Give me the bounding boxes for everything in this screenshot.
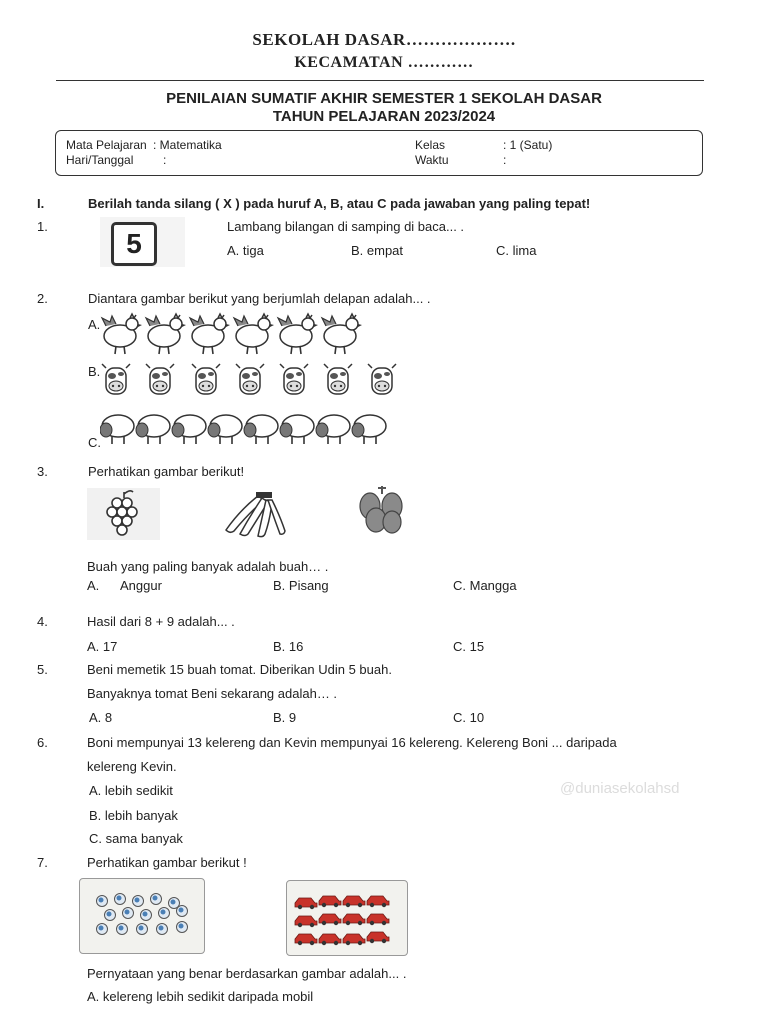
- q5-number: 5.: [37, 662, 48, 677]
- car-icon: [295, 898, 317, 909]
- day-label: Hari/Tanggal: [66, 153, 134, 167]
- q3-number: 3.: [37, 464, 48, 479]
- class-label: Kelas: [415, 138, 446, 152]
- q1-text: Lambang bilangan di samping di baca... .: [227, 219, 465, 234]
- section-instruction: Berilah tanda silang ( X ) pada huruf A, B, atau C pada jawaban yang paling tepat!: [88, 196, 591, 211]
- q5-text: Beni memetik 15 buah tomat. Diberikan Udin 5 buah.: [87, 662, 392, 677]
- q4-text: Hasil dari 8 + 9 adalah... .: [87, 614, 235, 629]
- q6-option-b[interactable]: B. lebih banyak: [89, 808, 178, 823]
- watermark: @duniasekolahsd: [560, 780, 680, 797]
- marble-icon: [123, 908, 134, 919]
- marble-icon: [97, 924, 108, 935]
- student-info-box: [55, 130, 703, 176]
- class-value: : 1 (Satu): [503, 138, 553, 152]
- banana-icon: [220, 490, 290, 540]
- marble-icon: [157, 924, 168, 935]
- q2-option-a[interactable]: A.: [88, 317, 101, 332]
- marble-icon: [105, 910, 116, 921]
- marble-icon: [141, 910, 152, 921]
- sheep-icon: [352, 415, 386, 444]
- q4-option-b[interactable]: B. 16: [273, 639, 304, 654]
- q1-option-a[interactable]: A. tiga: [227, 243, 264, 258]
- cow-icon: [368, 364, 396, 394]
- chicken-icon: [146, 314, 186, 354]
- exam-title: PENILAIAN SUMATIF AKHIR SEMESTER 1 SEKOLAH DASAR: [166, 90, 602, 107]
- cow-icon: [146, 364, 174, 394]
- q3-text: Perhatikan gambar berikut!: [88, 464, 245, 479]
- q5-option-b[interactable]: B. 9: [273, 710, 297, 725]
- sheep-icon: [244, 415, 278, 444]
- q6-option-c[interactable]: C. sama banyak: [89, 831, 183, 846]
- subject-label: Mata Pelajaran: [66, 138, 147, 152]
- chicken-icon: [322, 314, 362, 354]
- time-label: Waktu: [415, 153, 449, 167]
- chicken-icon: [234, 314, 274, 354]
- q1-option-c[interactable]: C. lima: [496, 243, 537, 258]
- marbles-group: [80, 879, 206, 955]
- q5-option-a[interactable]: A. 8: [89, 710, 113, 725]
- car-icon: [367, 914, 389, 925]
- car-icon: [319, 914, 341, 925]
- q6-option-a[interactable]: A. lebih sedikit: [89, 783, 173, 798]
- grapes-icon: [87, 488, 160, 540]
- q2-text: Diantara gambar berikut yang berjumlah delapan adalah... .: [88, 291, 431, 306]
- sheep-icon: [316, 415, 350, 444]
- sheep-icon: [208, 415, 242, 444]
- cars-group: [287, 881, 409, 957]
- q6-text-2: kelereng Kevin.: [87, 759, 177, 774]
- sheep-icon: [172, 415, 206, 444]
- cow-icon: [102, 364, 130, 394]
- car-icon: [343, 934, 365, 945]
- q4-option-a[interactable]: A. 17: [87, 639, 118, 654]
- q4-number: 4.: [37, 614, 48, 629]
- q2-sheep-group: [100, 406, 395, 446]
- car-icon: [343, 914, 365, 925]
- q7-text: Perhatikan gambar berikut !: [87, 855, 247, 870]
- cow-icon: [280, 364, 308, 394]
- district-name: KECAMATAN …………: [294, 54, 474, 71]
- q3-option-c[interactable]: C. Mangga: [453, 578, 517, 593]
- exam-year: TAHUN PELAJARAN 2023/2024: [272, 108, 496, 125]
- q6-number: 6.: [37, 735, 48, 750]
- marble-icon: [177, 906, 188, 917]
- time-value: :: [503, 153, 507, 167]
- q5-option-c[interactable]: C. 10: [453, 710, 485, 725]
- car-icon: [367, 932, 389, 943]
- cow-icon: [192, 364, 220, 394]
- cow-icon: [236, 364, 264, 394]
- chicken-icon: [190, 314, 230, 354]
- car-icon: [319, 896, 341, 907]
- marble-icon: [137, 924, 148, 935]
- q1-option-b[interactable]: B. empat: [351, 243, 404, 258]
- marble-icon: [133, 896, 144, 907]
- marble-icon: [115, 894, 126, 905]
- car-icon: [343, 896, 365, 907]
- q2-number: 2.: [37, 291, 48, 306]
- marble-icon: [97, 896, 108, 907]
- car-icon: [367, 896, 389, 907]
- q6-text: Boni mempunyai 13 kelereng dan Kevin mempunyai 16 kelereng. Kelereng Boni ... daripada: [87, 735, 617, 750]
- marble-icon: [151, 894, 162, 905]
- chicken-icon: [278, 314, 318, 354]
- header-divider: [56, 80, 704, 81]
- q3-option-a-letter[interactable]: A.: [87, 578, 100, 593]
- marble-icon: [159, 908, 170, 919]
- chicken-icon: [102, 314, 142, 354]
- car-icon: [295, 916, 317, 927]
- q7-option-a[interactable]: A. kelereng lebih sedikit daripada mobil: [87, 989, 314, 1004]
- section-number: I.: [37, 196, 45, 211]
- cars-figure: [286, 880, 408, 956]
- marbles-figure: [79, 878, 205, 954]
- q2-chicken-group: [100, 310, 375, 358]
- q5-text-2: Banyaknya tomat Beni sekarang adalah… .: [87, 686, 338, 701]
- marble-icon: [117, 924, 128, 935]
- school-name: SEKOLAH DASAR……………….: [252, 30, 516, 49]
- sheep-icon: [100, 415, 134, 444]
- car-icon: [295, 934, 317, 945]
- q7-number: 7.: [37, 855, 48, 870]
- marble-icon: [177, 922, 188, 933]
- q3-option-a[interactable]: Anggur: [120, 578, 162, 593]
- cow-icon: [324, 364, 352, 394]
- q7-question: Pernyataan yang benar berdasarkan gambar adalah... .: [87, 966, 407, 981]
- sheep-icon: [280, 415, 314, 444]
- q1-number: 1.: [37, 219, 48, 234]
- mango-icon: [354, 484, 409, 534]
- subject-value: : Matematika: [153, 138, 222, 152]
- q4-option-c[interactable]: C. 15: [453, 639, 485, 654]
- q3-option-b[interactable]: B. Pisang: [273, 578, 329, 593]
- q3-question: Buah yang paling banyak adalah buah… .: [87, 559, 329, 574]
- q2-cow-group: [100, 358, 400, 398]
- car-icon: [319, 934, 341, 945]
- sheep-icon: [136, 415, 170, 444]
- day-value: :: [163, 153, 167, 167]
- q2-option-c[interactable]: C.: [88, 435, 101, 450]
- q2-option-b[interactable]: B.: [88, 364, 101, 379]
- q1-number-card: 5: [111, 222, 157, 266]
